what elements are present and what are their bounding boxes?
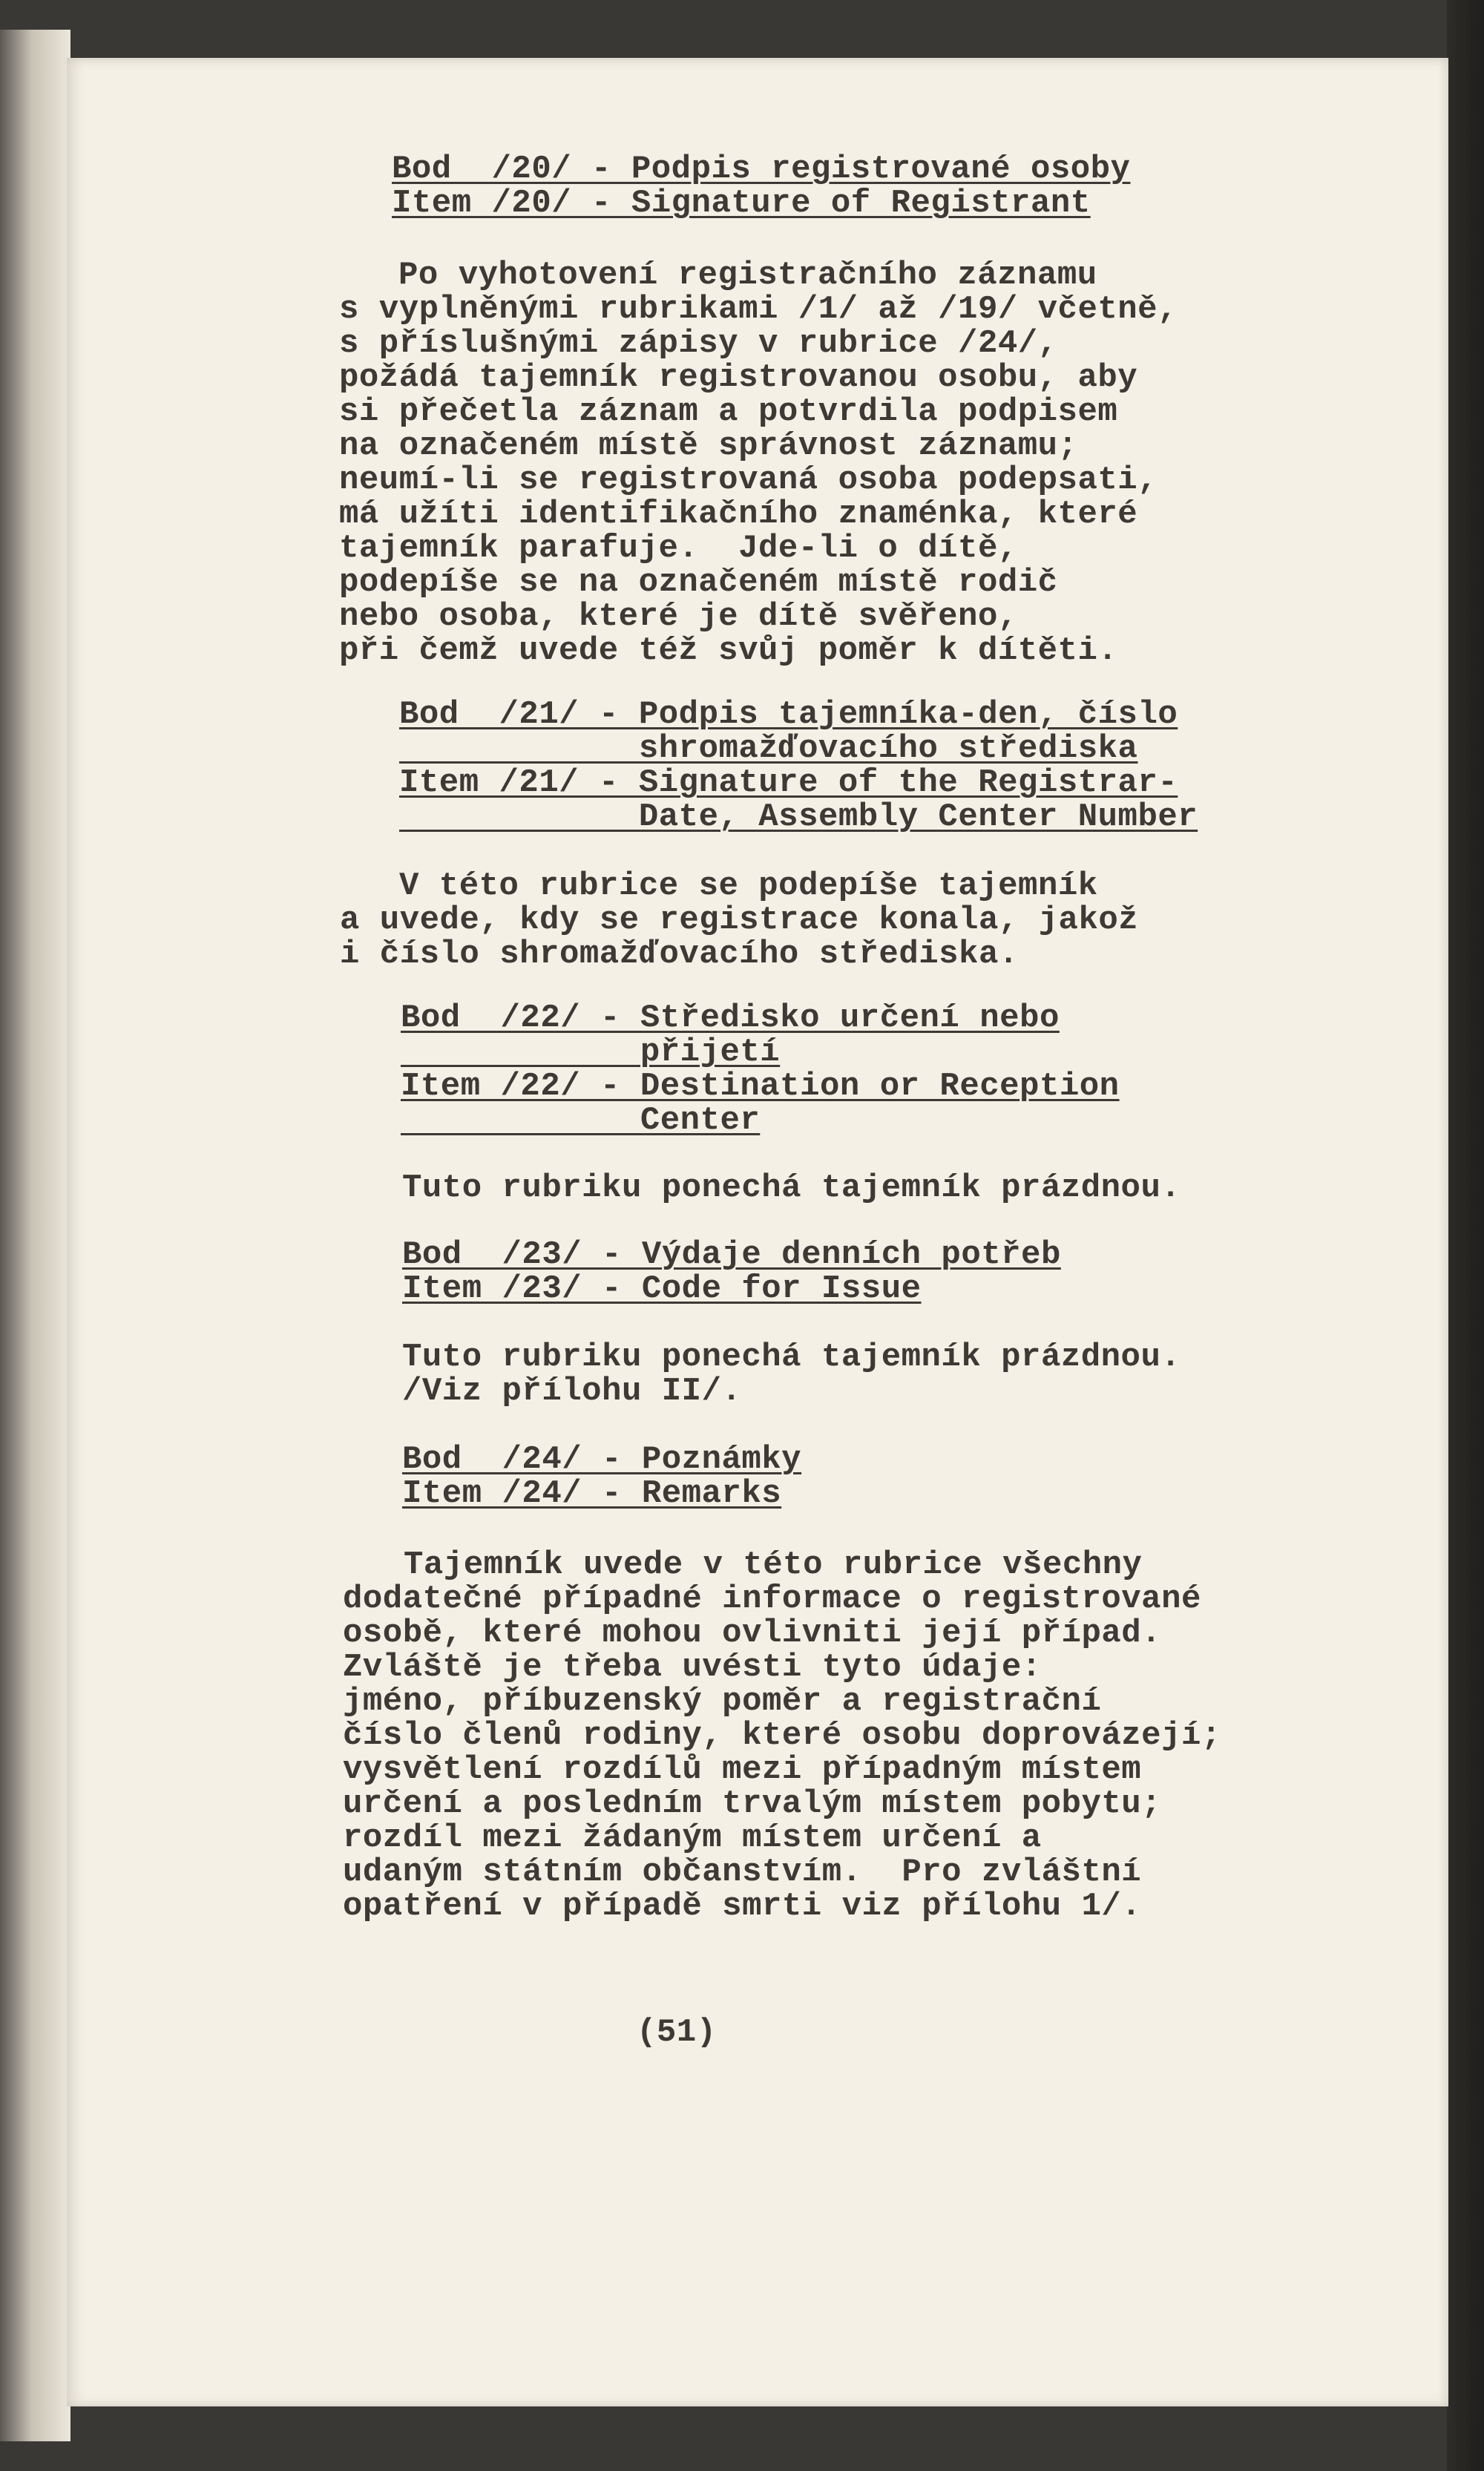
section-20-body-line: si přečetla záznam a potvrdila podpisem [339, 393, 1118, 430]
section-20-body-line: má užíti identifikačního znaménka, které [339, 496, 1138, 533]
section-24-body-line: určení a posledním trvalým místem pobytu; [343, 1785, 1162, 1822]
section-20-body-line: Po vyhotovení registračního záznamu [398, 257, 1097, 294]
section-24-body-line: vysvětlení rozdílů mezi případným místem [343, 1751, 1142, 1788]
section-20-heading-cz: Bod /20/ - Podpis registrované osoby [392, 151, 1131, 188]
section-21-body-line: V této rubrice se podepíše tajemník [399, 867, 1098, 905]
section-24-body-line: opatření v případě smrti viz přílohu 1/. [343, 1888, 1142, 1925]
section-20-body-line: na označeném místě správnost záznamu; [339, 427, 1078, 465]
section-21-heading-en-cont: Date, Assembly Center Number [399, 798, 1198, 836]
section-20-body-line: s příslušnými zápisy v rubrice /24/, [339, 325, 1058, 362]
section-24-body-line: rozdíl mezi žádaným místem určení a [343, 1819, 1042, 1857]
section-23-body-line: Tuto rubriku ponechá tajemník prázdnou. [402, 1339, 1181, 1376]
section-22-heading-en: Item /22/ - Destination or Reception [401, 1068, 1120, 1105]
section-21-heading-en: Item /21/ - Signature of the Registrar- [399, 764, 1178, 801]
document-page [67, 58, 1448, 2406]
section-20-body-line: neumí-li se registrovaná osoba podepsati, [339, 462, 1158, 499]
section-21-body-line: i číslo shromažďovacího střediska. [340, 936, 1019, 973]
section-22-heading-en-cont: Center [401, 1102, 761, 1139]
section-24-heading-cz: Bod /24/ - Poznámky [402, 1441, 802, 1478]
section-20-body-line: požádá tajemník registrovanou osobu, aby [339, 359, 1138, 396]
page-number: (51) [637, 2014, 717, 2051]
section-24-heading-en: Item /24/ - Remarks [402, 1475, 782, 1512]
section-23-heading-en: Item /23/ - Code for Issue [402, 1270, 922, 1307]
section-20-heading-en: Item /20/ - Signature of Registrant [392, 185, 1091, 222]
section-22-heading-cz: Bod /22/ - Středisko určení nebo [401, 1000, 1060, 1037]
section-24-body-line: Tajemník uvede v této rubrice všechny [404, 1546, 1143, 1584]
book-binding [0, 30, 70, 2441]
section-24-body-line: osobě, které mohou ovlivniti její případ. [343, 1615, 1162, 1652]
section-21-heading-cz: Bod /21/ - Podpis tajemníka-den, číslo [399, 696, 1178, 733]
section-23-heading-cz: Bod /23/ - Výdaje denních potřeb [402, 1236, 1061, 1273]
section-24-body-line: Zvláště je třeba uvésti tyto údaje: [343, 1649, 1042, 1686]
section-22-heading-cz-cont: přijetí [401, 1034, 781, 1071]
section-21-body-line: a uvede, kdy se registrace konala, jakož [340, 902, 1139, 939]
section-22-body-line: Tuto rubriku ponechá tajemník prázdnou. [402, 1169, 1181, 1207]
section-21-heading-cz-cont: shromažďovacího střediska [399, 730, 1138, 767]
background-edge [1447, 0, 1484, 2471]
section-23-body-line: /Viz přílohu II/. [402, 1373, 742, 1410]
section-20-body-line: tajemník parafuje. Jde-li o dítě, [339, 530, 1018, 567]
section-20-body-line: nebo osoba, které je dítě svěřeno, [339, 598, 1018, 635]
section-24-body-line: dodatečné případné informace o registrované [343, 1581, 1201, 1618]
section-20-body-line: při čemž uvede též svůj poměr k dítěti. [339, 632, 1118, 669]
section-20-body-line: podepíše se na označeném místě rodič [339, 564, 1058, 601]
section-24-body-line: udaným státním občanstvím. Pro zvláštní [343, 1854, 1142, 1891]
section-20-body-line: s vyplněnými rubrikami /1/ až /19/ včetně, [339, 291, 1178, 328]
section-24-body-line: jméno, příbuzenský poměr a registrační [343, 1683, 1102, 1720]
section-24-body-line: číslo členů rodiny, které osobu doprovázejí; [343, 1717, 1221, 1754]
